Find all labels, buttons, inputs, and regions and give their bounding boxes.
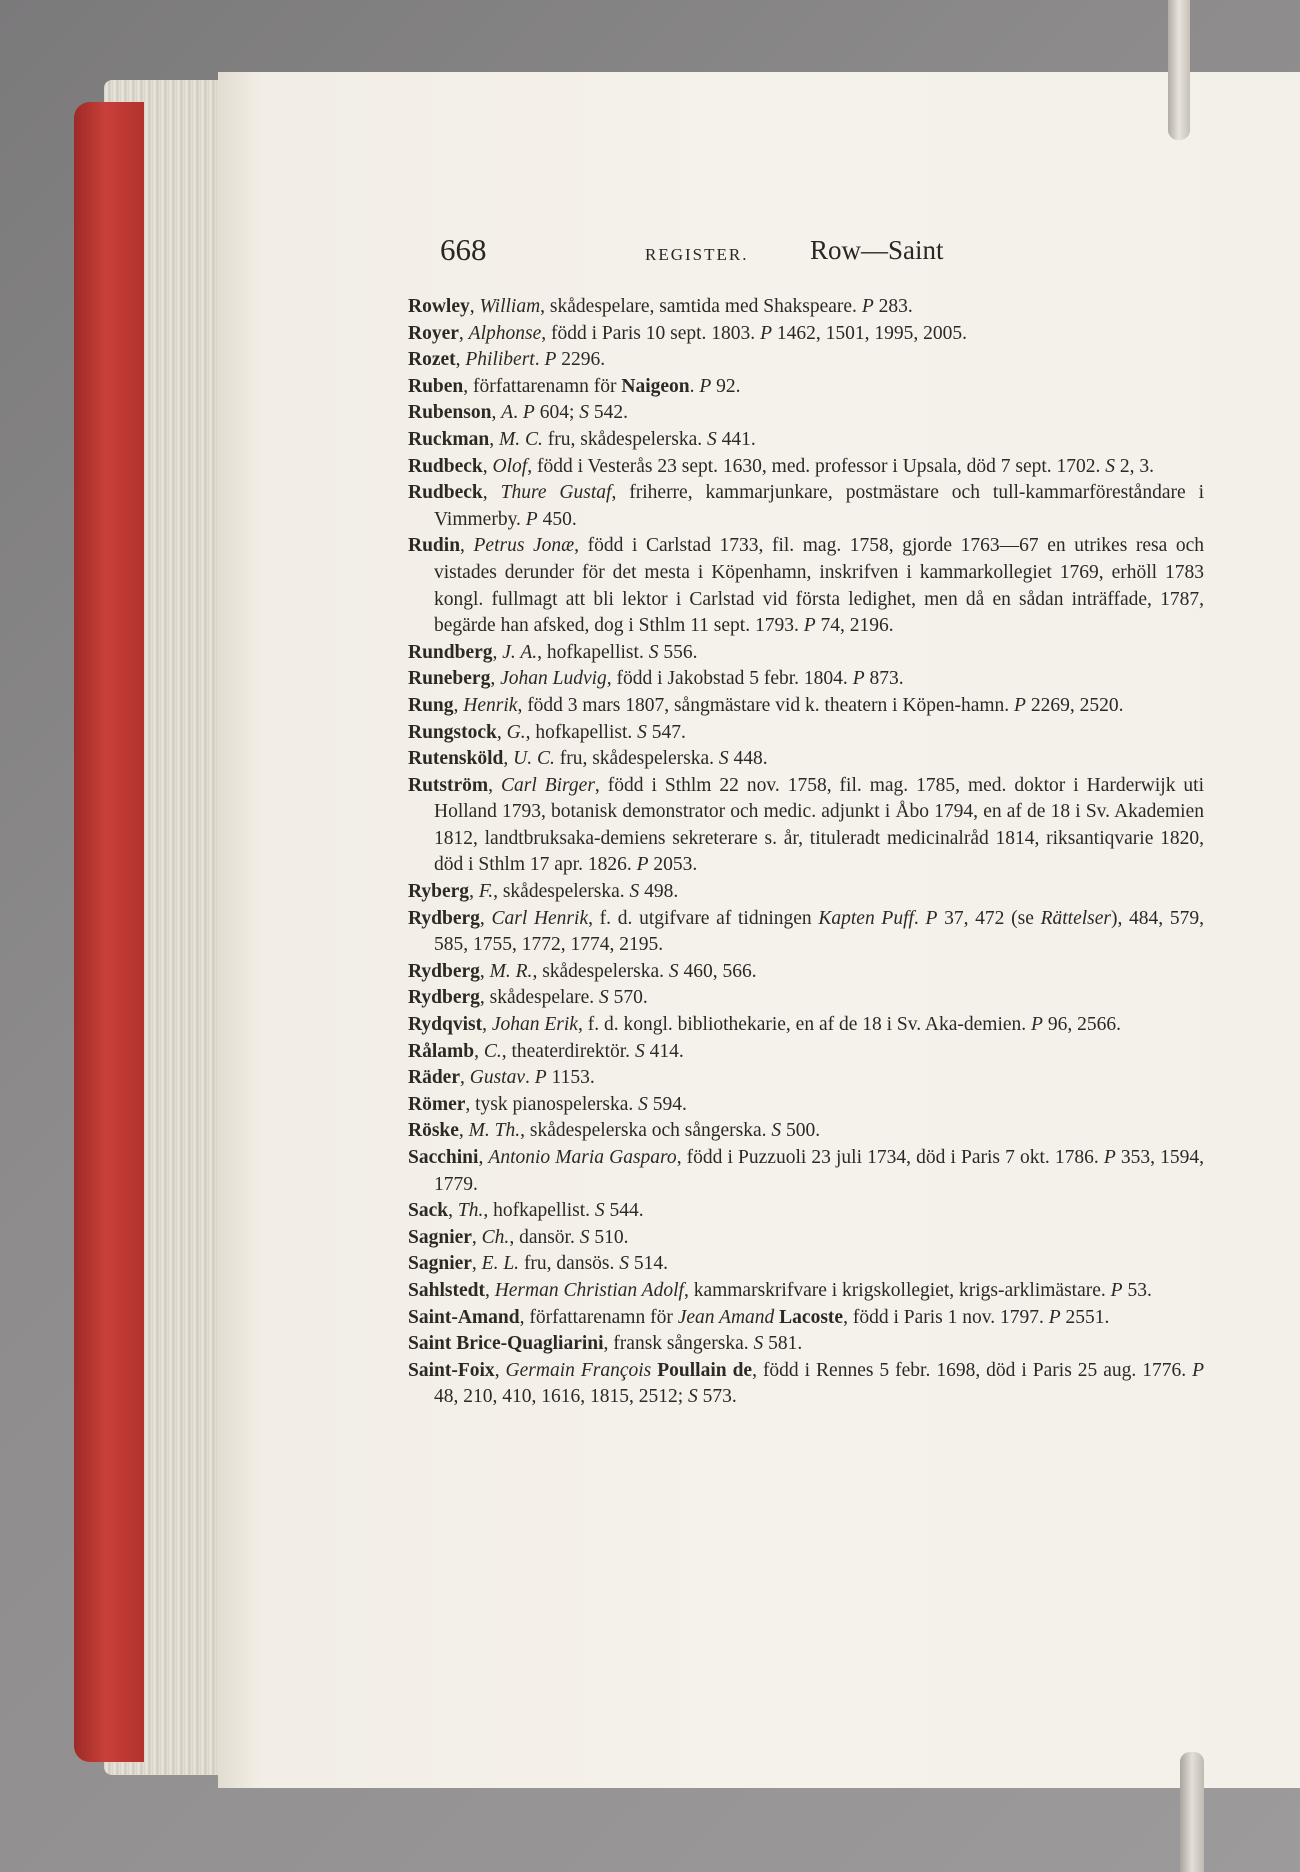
entry-text: , <box>474 1040 484 1062</box>
book-cover-red <box>74 102 144 1762</box>
entry-text: , född i Sthlm 22 nov. 1758, fil. mag. 1785, med. doktor i Harderwijk uti Holland 1793, botanisk demonstrator och medic. adjunkt i Åbo 1794, en af de 18 i Sv. Akademien 1812, landtbruksaka-demiens sekreterare s. år, tituleradt medicinalråd 1814, riksantiqvarie 1820, död i Sthlm 17 apr. 1826. <box>434 774 1204 876</box>
entry-text: , theaterdirektör. <box>501 1040 635 1062</box>
entry-italic: P <box>699 375 712 397</box>
entry-italic: P <box>522 402 535 424</box>
register-entry <box>408 1065 1204 1092</box>
entry-text: , dansör. <box>509 1226 580 1248</box>
entry-text: , född i Paris 1 nov. 1797. <box>843 1306 1049 1328</box>
entry-text: , <box>490 668 501 690</box>
register-entry <box>408 906 1204 959</box>
entry-name: Saint-Amand <box>408 1306 520 1328</box>
entry-text: , friherre, kammarjunkare, postmästare och tull-kammarföreståndare i Vimmerby. <box>434 482 1205 530</box>
entry-text: , <box>458 322 469 344</box>
entry-text: 2, 3. <box>1115 455 1155 477</box>
entry-text: 353, 1594, 1779. <box>434 1147 1204 1195</box>
entry-italic: Kapten Puff <box>818 907 914 929</box>
entry-text: fru, skådespelerska. <box>542 428 707 450</box>
entry-text: . <box>534 349 545 371</box>
entry-text: 283. <box>873 296 913 317</box>
entry-text: . <box>689 375 700 397</box>
entry-text: , <box>479 907 492 929</box>
entry-text: , <box>496 721 507 743</box>
entry-text: , <box>482 482 501 504</box>
entry-italic: S <box>638 1093 648 1115</box>
entry-italic: P <box>525 508 538 530</box>
entry-text: , född i Vesterås 23 sept. 1630, med. professor i Upsala, död 7 sept. 1702. <box>527 455 1106 477</box>
entry-italic: A <box>501 402 514 424</box>
entry-text: 556. <box>658 641 698 663</box>
register-entry <box>408 959 1204 986</box>
entry-italic: Henrik <box>463 694 518 716</box>
entry-italic: S <box>706 428 717 450</box>
entry-text: , född i Puzzuoli 23 juli 1734, död i Paris 7 okt. 1786. <box>676 1147 1104 1168</box>
register-entry <box>408 1225 1204 1252</box>
entry-name: Rudin <box>408 535 461 557</box>
entry-text: , fransk sångerska. <box>603 1333 754 1355</box>
entry-text: , skådespelerska och sångerska. <box>520 1120 772 1142</box>
entry-italic: S <box>718 748 729 770</box>
entry-text: 2296. <box>556 349 606 371</box>
entry-text: , författarenamn för <box>463 375 622 397</box>
entry-text: , <box>478 1147 489 1168</box>
entry-italic: S <box>629 881 640 903</box>
entry-italic: Jean Amand <box>677 1306 775 1328</box>
register-entry <box>408 321 1204 348</box>
entry-italic: Antonio Maria Gasparo <box>488 1147 677 1168</box>
entry-italic: S <box>579 1226 590 1248</box>
entry-italic: P <box>760 322 772 344</box>
entry-name: Royer <box>408 322 459 344</box>
entry-italic: Olof <box>492 455 528 477</box>
entry-name: Rudbeck <box>408 455 483 477</box>
entry-italic: Thure Gustaf <box>500 482 612 504</box>
running-header <box>440 232 1140 272</box>
entry-italic: Carl Henrik <box>491 907 589 929</box>
entry-range: Row—Saint <box>810 235 944 265</box>
entry-italic: S <box>634 1040 645 1062</box>
entry-text: , f. d. utgifvare af tidningen <box>588 907 819 929</box>
entry-text: 414. <box>644 1040 684 1062</box>
register-entry <box>408 347 1204 374</box>
entry-text: 544. <box>604 1200 644 1222</box>
entry-text: , skådespelare, samtida med Shakspeare. <box>540 296 862 317</box>
entry-italic: P <box>1048 1306 1061 1328</box>
entry-name: Sagnier <box>408 1226 472 1248</box>
register-entry <box>408 1092 1204 1119</box>
entry-italic: C. <box>483 1040 502 1062</box>
entry-text: 1462, 1501, 1995, 2005. <box>771 322 967 344</box>
register-entry <box>408 1198 1204 1225</box>
entry-text: , kammarskrifvare i krigskollegiet, krigs-arklimästare. <box>683 1279 1111 1301</box>
register-entry <box>408 720 1204 747</box>
entry-text: , hofkapellist. <box>537 641 649 663</box>
entry-text: , <box>469 881 479 903</box>
register-entry <box>408 1278 1204 1305</box>
entry-name: Röske <box>408 1120 459 1142</box>
entry-name: Sacchini <box>408 1147 479 1168</box>
page-number: 668 <box>440 232 487 267</box>
register-entry <box>408 1251 1204 1278</box>
entry-text: 542. <box>588 402 628 424</box>
entry-italic: M. C. <box>499 428 543 450</box>
entry-text: , <box>471 1253 482 1275</box>
entry-name: Sack <box>408 1200 449 1222</box>
entry-text: fru, skådespelerska. <box>554 748 719 770</box>
entry-italic: Philibert <box>465 349 535 371</box>
entry-text: 448. <box>728 748 768 770</box>
entry-text: , hofkapellist. <box>483 1200 595 1222</box>
register-entry <box>408 400 1204 427</box>
entry-name: Saint-Foix <box>408 1359 495 1381</box>
entry-italic: P <box>852 668 865 690</box>
entry-italic: S <box>579 402 589 424</box>
entry-italic: P <box>1110 1279 1123 1301</box>
entry-name: Rozet <box>408 349 456 371</box>
entry-text: , <box>491 402 502 424</box>
register-entry <box>408 1118 1204 1145</box>
entry-text: 74, 2196. <box>815 615 894 637</box>
entry-italic: J. A. <box>502 641 538 663</box>
entry-italic: Johan Erik <box>491 1014 578 1036</box>
entry-text: 2269, 2520. <box>1025 694 1124 716</box>
entry-text: , <box>458 1120 469 1142</box>
entry-text: 498. <box>639 881 679 903</box>
register-entry <box>408 666 1204 693</box>
register-entry <box>408 640 1204 667</box>
entry-italic: P <box>1014 694 1026 716</box>
entry-italic: Th. <box>457 1200 484 1222</box>
entry-italic: S <box>753 1333 764 1355</box>
entry-italic: S <box>668 960 679 982</box>
entry-text: 581. <box>763 1333 803 1355</box>
entry-text: , född i Paris 10 sept. 1803. <box>541 322 761 344</box>
entry-name: Naigeon <box>621 375 690 397</box>
entry-name: Rutström <box>408 774 489 796</box>
entry-text: , <box>484 1279 495 1301</box>
register-entry <box>408 427 1204 454</box>
page-clip-bottom <box>1180 1752 1204 1872</box>
entry-italic: P <box>925 907 938 929</box>
entry-text: 460, 566. <box>678 960 757 982</box>
entry-text: , född i Jakobstad 5 febr. 1804. <box>606 668 853 690</box>
entry-text: , född 3 mars 1807, sångmästare vid k. theatern i Köpen-hamn. <box>517 694 1015 716</box>
entry-text: , författarenamn för <box>519 1306 678 1328</box>
section-title: REGISTER. <box>645 245 749 264</box>
entry-text: , <box>448 1200 458 1222</box>
entry-text: , <box>492 641 503 663</box>
entry-italic: U. C. <box>513 748 555 770</box>
entry-text: , <box>471 1226 482 1248</box>
entry-name: Runeberg <box>408 668 491 690</box>
entry-italic: F. <box>478 881 494 903</box>
entry-name: Rydqvist <box>408 1014 483 1036</box>
entry-italic: Carl Birger <box>501 774 595 796</box>
entry-italic: Johan Ludvig <box>500 668 607 690</box>
entry-name: Rydberg <box>408 907 480 929</box>
entry-italic: S <box>599 987 609 1009</box>
entry-name: Lacoste <box>779 1306 844 1328</box>
entry-italic: P <box>1031 1014 1043 1036</box>
entry-text: . <box>913 907 926 929</box>
entry-italic: William <box>479 296 541 317</box>
entry-text: , <box>453 694 464 716</box>
page-clip-top <box>1168 0 1190 140</box>
entry-text: 514. <box>629 1253 669 1275</box>
entry-name: Rutensköld <box>408 748 504 770</box>
register-entry <box>408 1358 1204 1411</box>
register-entry <box>408 374 1204 401</box>
entry-text: , tysk pianospelerska. <box>465 1093 639 1115</box>
entry-italic: Herman Christian Adolf <box>494 1279 684 1301</box>
entry-italic: P <box>544 349 557 371</box>
entry-italic: S <box>594 1200 605 1222</box>
entry-italic: Alphonse <box>468 322 542 344</box>
entry-name: Rowley <box>408 296 470 317</box>
entry-name: Rålamb <box>408 1040 475 1062</box>
entry-text: , <box>460 1067 470 1089</box>
entry-text: , född i Rennes 5 febr. 1698, död i Paris 25 aug. 1776. <box>752 1359 1193 1381</box>
entry-name: Rydberg <box>408 987 480 1009</box>
register-entry <box>408 693 1204 720</box>
entry-name: Römer <box>408 1093 466 1115</box>
entry-italic: M. R. <box>489 960 533 982</box>
entry-name: Rungstock <box>408 721 497 743</box>
entry-text: 441. <box>716 428 756 450</box>
entry-italic: S <box>688 1386 698 1408</box>
entry-name: Sagnier <box>408 1253 472 1275</box>
entry-italic: G. <box>506 721 526 743</box>
entry-name: Rundberg <box>408 641 493 663</box>
register-entry <box>408 480 1204 533</box>
entry-text: 570. <box>608 987 648 1009</box>
entry-text: , skådespelerska. <box>493 881 630 903</box>
entry-text: 92. <box>711 375 741 397</box>
register-entry <box>408 1012 1204 1039</box>
entry-text: , skådespelerska. <box>532 960 669 982</box>
entry-name: Saint Brice-Quagliarini <box>408 1333 604 1355</box>
entry-text: 37, 472 (se <box>937 907 1041 929</box>
entry-italic: S <box>648 641 659 663</box>
entry-text: . <box>525 1067 535 1089</box>
entry-name: Sahlstedt <box>408 1279 485 1301</box>
entry-text: 2551. <box>1060 1306 1110 1328</box>
entry-name: Räder <box>408 1067 460 1089</box>
entry-italic: E. L. <box>481 1253 520 1275</box>
register-entry <box>408 1305 1204 1332</box>
entry-text: 2053. <box>648 854 698 876</box>
entry-text: 450. <box>537 508 577 530</box>
entry-text: 53. <box>1122 1279 1152 1301</box>
entry-text: , <box>489 428 500 450</box>
entry-text: 594. <box>647 1093 687 1115</box>
entry-text: , <box>469 296 480 317</box>
register-entry <box>408 1331 1204 1358</box>
entry-text: , <box>503 748 514 770</box>
entry-italic: Rättelser <box>1040 907 1111 929</box>
entry-text: , <box>455 349 466 371</box>
entry-italic: P <box>803 615 816 637</box>
entry-italic: S <box>637 721 647 743</box>
entry-text: , <box>494 1359 506 1381</box>
entry-text: 96, 2566. <box>1042 1014 1121 1036</box>
register-entry <box>408 879 1204 906</box>
register-entry <box>408 1145 1204 1198</box>
entry-name: Rung <box>408 694 454 716</box>
entry-text: , skådespelare. <box>479 987 600 1009</box>
entry-name: Poullain de <box>657 1359 753 1381</box>
entry-text: , <box>482 1014 492 1036</box>
entry-text: 1153. <box>546 1067 595 1089</box>
entry-text: , <box>460 535 474 557</box>
entry-italic: Petrus Jonæ <box>473 535 575 557</box>
entry-name: Ruckman <box>408 428 490 450</box>
entry-text: 573. <box>697 1386 737 1408</box>
entry-name: Rubenson <box>408 402 492 424</box>
entry-text: , <box>479 960 490 982</box>
register-entries <box>408 294 1204 1411</box>
entry-name: Rudbeck <box>408 482 483 504</box>
register-entry <box>408 1039 1204 1066</box>
entry-text: 48, 210, 410, 1616, 1815, 2512; <box>434 1386 689 1408</box>
entry-text: 510. <box>589 1226 629 1248</box>
entry-text: 873. <box>864 668 904 690</box>
entry-text: , f. d. kongl. bibliothekarie, en af de 18 i Sv. Aka-demien. <box>577 1014 1032 1036</box>
entry-text: 604; <box>534 402 580 424</box>
entry-text: . <box>513 402 523 424</box>
entry-text: , hofkapellist. <box>525 721 638 743</box>
entry-italic: S <box>1105 455 1116 477</box>
entry-italic: P <box>636 854 649 876</box>
entry-name: Ryberg <box>408 881 470 903</box>
entry-italic: P <box>534 1067 547 1089</box>
entry-italic: Gustav <box>469 1067 525 1089</box>
entry-text: 500. <box>781 1120 821 1142</box>
entry-italic: P <box>1192 1359 1205 1381</box>
entry-text: fru, dansös. <box>519 1253 620 1275</box>
entry-italic: S <box>619 1253 630 1275</box>
entry-text: , <box>488 774 501 796</box>
register-entry <box>408 773 1204 879</box>
register-entry <box>408 985 1204 1012</box>
register-entry <box>408 294 1204 321</box>
entry-italic: P <box>1103 1147 1116 1168</box>
entry-name: Rydberg <box>408 960 480 982</box>
entry-text: , <box>482 455 493 477</box>
register-entry <box>408 454 1204 481</box>
entry-italic: S <box>771 1120 782 1142</box>
entry-name: Ruben <box>408 375 464 397</box>
entry-italic: Germain François <box>505 1359 652 1381</box>
entry-italic: Ch. <box>481 1226 510 1248</box>
register-entry <box>408 533 1204 639</box>
register-entry <box>408 746 1204 773</box>
entry-italic: P <box>861 296 874 317</box>
entry-text: , född i Carlstad 1733, fil. mag. 1758, gjorde 1763—67 en utrikes resa och vistades derunder för det mesta i Köpenhamn, inskrifven i kammarkollegiet 1769, erhöll 1783 kongl. fullmagt att bli lektor i Carlstad vid första ledighet, men då en sådan inträffade, 1787, begärde han afsked, dog i Sthlm 11 sept. 1793. <box>434 535 1205 637</box>
entry-text: ), 484, 579, 585, 1755, 1772, 1774, 2195. <box>434 907 1205 956</box>
entry-italic: M. Th. <box>468 1120 521 1142</box>
entry-text: 547. <box>646 721 686 743</box>
